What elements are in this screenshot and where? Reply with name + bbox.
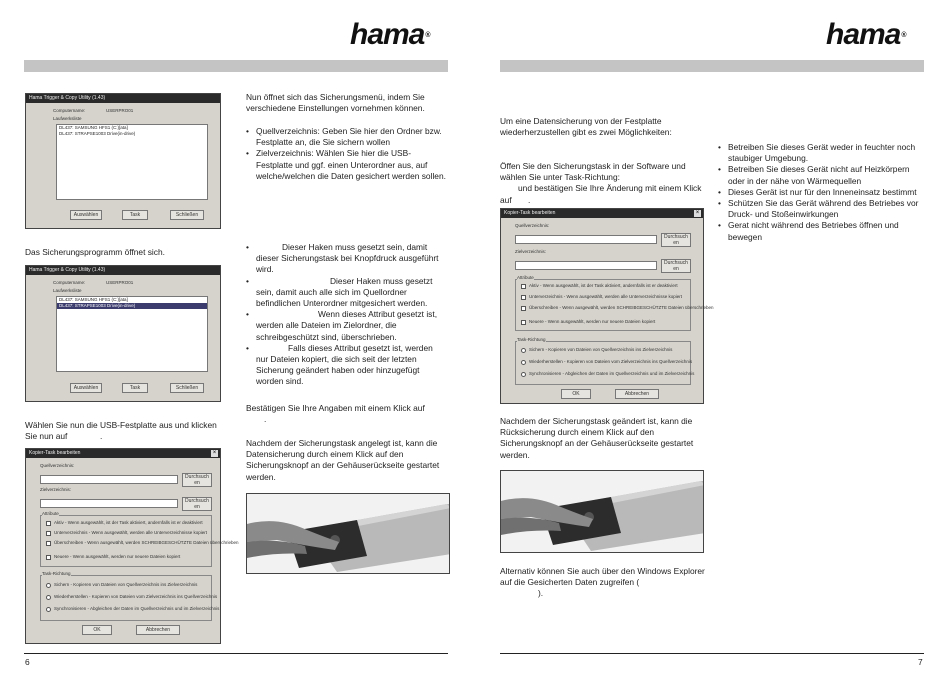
target-label: Zielverzeichnis: [515, 249, 547, 254]
ok-button[interactable]: OK [82, 625, 112, 635]
list-item[interactable]: DL437: SAMSUNG HFS1 (C:)[ata] [59, 297, 128, 302]
hama-logo: hama® [350, 18, 430, 51]
source-label: Quellverzeichnis: [40, 463, 75, 468]
direction-option: Synchronisieren - Abgleichen der Daten im Quellverzeichnis und im Zielverzeichnis [529, 371, 695, 376]
browse-button[interactable]: Durchsuch en [661, 259, 691, 273]
subdir-checkbox[interactable] [521, 295, 526, 300]
list-item: • Schützen Sie das Gerät während des Betriebes vor Druck- und Stoßeinwirkungen [718, 198, 928, 220]
footer-rule [24, 653, 448, 654]
sync-radio[interactable] [521, 372, 526, 377]
attribute-label: Attribute [42, 511, 59, 516]
drive-list[interactable] [56, 296, 208, 372]
window-title: Hama Trigger & Copy Utility (1.43) [26, 266, 220, 275]
restore-radio[interactable] [521, 360, 526, 365]
intro-paragraph: Um eine Datensicherung von der Festplatte wiederherzustellen gibt es zwei Möglichkeiten: [500, 116, 672, 138]
option-label: Überschreiben - Wenn ausgewählt, werden SCHREIBGESCHÜTZTE Dateien überschrieben [54, 540, 239, 545]
select-button[interactable]: Auswählen [70, 210, 102, 220]
restore-paragraph: Öffen Sie den Sicherungstask in der Software und wählen Sie unter Task-Richtung: und bestätigen Sie Ihre Änderung mit einem Klick auf . [500, 161, 702, 205]
list-item-selected[interactable]: DL437: STRAPSE1003 Drive(in-drive) [57, 303, 207, 309]
ok-button[interactable]: OK [561, 389, 591, 399]
sync-radio[interactable] [46, 607, 51, 612]
backup-button-photo [246, 493, 450, 574]
browse-button[interactable]: Durchsuch en [182, 473, 212, 487]
direction-option: Wiederherstellen - Kopieren von Dateien vom Zielverzeichnis ins Quellverzeichnis [529, 359, 693, 364]
direction-option: Sichern - Kopieren von Dateien von Quellverzeichnis ins Zielverzeichnis [529, 347, 673, 352]
option-label: Überschreiben - Wenn ausgewählt, werden SCHREIBGESCHÜTZTE Dateien überschrieben [529, 305, 714, 310]
computer-value: USERPRO01 [106, 280, 134, 285]
header-bar [500, 60, 924, 72]
close-icon[interactable]: × [695, 210, 700, 216]
backup-radio[interactable] [46, 583, 51, 588]
list-item: • Betreiben Sie dieses Gerät nicht auf Heizkörpern oder in der nähe von Wärmequellen [718, 164, 928, 186]
backup-button-photo [500, 470, 704, 553]
option-label: Neuere - Wenn ausgewählt, werden nur neuere Dateien kopiert [54, 554, 181, 559]
direction-option: Sichern - Kopieren von Dateien von Quellverzeichnis ins Zielverzeichnis [54, 582, 198, 587]
backup-radio[interactable] [521, 348, 526, 353]
safety-list [718, 142, 928, 243]
page-number: 6 [25, 657, 30, 667]
option-label: Aktiv - Wenn ausgewählt, ist der Task aktiviert, andernfalls ist er deaktiviert [54, 520, 203, 525]
window-title: Kopier-Task bearbeiten × [501, 209, 703, 218]
option-label: Aktiv - Wenn ausgewählt, ist der Task aktiviert, andernfalls ist er deaktiviert [529, 283, 678, 288]
newer-checkbox[interactable] [46, 555, 51, 560]
computer-value: USERPRO01 [106, 108, 134, 113]
page-number: 7 [918, 657, 923, 667]
list-item: • Quellverzeichnis: Geben Sie hier den Ordner bzw. Festplatte an, die Sie sichern wollen [246, 126, 446, 148]
hama-logo: hama® [826, 18, 906, 51]
browse-button[interactable]: Durchsuch en [661, 233, 691, 247]
caption: Das Sicherungsprogramm öffnet sich. [25, 247, 165, 257]
drive-list[interactable] [56, 124, 208, 200]
computer-label: Computername: [53, 108, 86, 113]
list-item: • Zielverzeichnis: Wählen Sie hier die USB-Festplatte und ggf. einen Unterordner aus, auf welche/welchen die Daten gesichert werden sollen. [246, 148, 446, 182]
drives-label: Laufwerksliste [53, 288, 82, 293]
list-item: • Dieser Haken muss gesetzt sein, damit auch alle sich im Quellordner befindlichen Unterordner mitgesichert werden. [246, 276, 446, 310]
option-label: Unterverzeichnis - Wenn ausgewählt, werden alle Unterverzeichnisse kopiert [529, 294, 682, 299]
direction-label: Task-Richtung [517, 337, 546, 342]
source-label: Quellverzeichnis: [515, 223, 550, 228]
list-item: • Dieses Gerät ist nur für den Inneneinsatz bestimmt [718, 187, 928, 198]
close-icon[interactable]: × [212, 450, 217, 456]
select-button[interactable]: Auswählen [70, 383, 102, 393]
drives-label: Laufwerksliste [53, 116, 82, 121]
target-input[interactable] [515, 261, 657, 270]
alternative-paragraph: Alternativ können Sie auch über den Windows Explorer auf die Gesicherten Daten zugreifen ( ). [500, 566, 705, 599]
confirm-paragraph: Bestätigen Sie Ihre Angaben mit einem Klick auf . [246, 403, 425, 425]
overwrite-checkbox[interactable] [46, 541, 51, 546]
header-bar [24, 60, 448, 72]
restore-radio[interactable] [46, 595, 51, 600]
attribute-label: Attribute [517, 275, 534, 280]
window-title: Kopier-Task bearbeiten × [26, 449, 220, 458]
computer-label: Computername: [53, 280, 86, 285]
directory-list [246, 126, 446, 182]
close-button[interactable]: Schließen [170, 383, 204, 393]
target-input[interactable] [40, 499, 178, 508]
utility-screenshot-1 [25, 93, 221, 229]
attribute-list [246, 242, 446, 388]
active-checkbox[interactable] [521, 284, 526, 289]
list-item[interactable]: DL437: SAMSUNG HFS1 (C:)[ata] [59, 125, 128, 130]
direction-option: Wiederherstellen - Kopieren von Dateien vom Zielverzeichnis ins Quellverzeichnis [54, 594, 218, 599]
overwrite-checkbox[interactable] [521, 306, 526, 311]
list-item: • Falls dieses Attribut gesetzt ist, werden nur Dateien kopiert, die sich seit der letzten Sicherung geändert haben oder hinzugefügt worden sind. [246, 343, 446, 388]
list-item: • Wenn dieses Attribut gesetzt ist, werden alle Dateien im Zielordner, die schreibgeschützt sind, überschrieben. [246, 309, 446, 343]
list-item[interactable]: DL437: STRAPSE1003 Drive(in-drive) [59, 131, 136, 136]
cancel-button[interactable]: Abbrechen [615, 389, 659, 399]
subdir-checkbox[interactable] [46, 531, 51, 536]
option-label: Neuere - Wenn ausgewählt, werden nur neuere Dateien kopiert [529, 319, 656, 324]
intro-paragraph: Nun öffnet sich das Sicherungsmenü, indem Sie verschiedene Einstellungen vornehmen können. [246, 92, 425, 114]
option-label: Unterverzeichnis - Wenn ausgewählt, werden alle Unterverzeichnisse kopiert [54, 530, 207, 535]
caption: Wählen Sie nun die USB-Festplatte aus und klicken Sie nun auf . [25, 420, 217, 442]
direction-option: Synchronisieren - Abgleichen der Daten im Quellverzeichnis und im Zielverzeichnis [54, 606, 220, 611]
footer-rule [500, 653, 924, 654]
list-item: • Dieser Haken muss gesetzt sein, damit dieser Sicherungstask bei Knopfdruck ausgeführt wird. [246, 242, 446, 276]
task-dialog-screenshot [500, 208, 714, 404]
task-dialog-screenshot [25, 448, 239, 644]
target-label: Zielverzeichnis: [40, 487, 72, 492]
close-button[interactable]: Schließen [170, 210, 204, 220]
task-button[interactable]: Task [122, 383, 148, 393]
source-input[interactable] [40, 475, 178, 484]
list-item: • Betreiben Sie dieses Gerät weder in feuchter noch staubiger Umgebung. [718, 142, 928, 164]
newer-checkbox[interactable] [521, 320, 526, 325]
source-input[interactable] [515, 235, 657, 244]
after-paragraph: Nachdem der Sicherungstask geändert ist, kann die Rücksicherung durch einem Klick auf den Sicherungsknopf an der Gehäuserückseite gestartet werden. [500, 416, 694, 460]
direction-label: Task-Richtung [42, 571, 71, 576]
utility-screenshot-2 [25, 265, 221, 402]
browse-button[interactable]: Durchsuch en [182, 497, 212, 511]
window-title: Hama Trigger & Copy Utility (1.43) [26, 94, 220, 103]
list-item: • Gerat nicht während des Betriebes öffnen und bewegen [718, 220, 928, 242]
cancel-button[interactable]: Abbrechen [136, 625, 180, 635]
active-checkbox[interactable] [46, 521, 51, 526]
task-button[interactable]: Task [122, 210, 148, 220]
after-paragraph: Nachdem der Sicherungstask angelegt ist, kann die Datensicherung durch einem Klick auf den Sicherungsknopf an der Gehäuserückseite gestartet werden. [246, 438, 440, 482]
